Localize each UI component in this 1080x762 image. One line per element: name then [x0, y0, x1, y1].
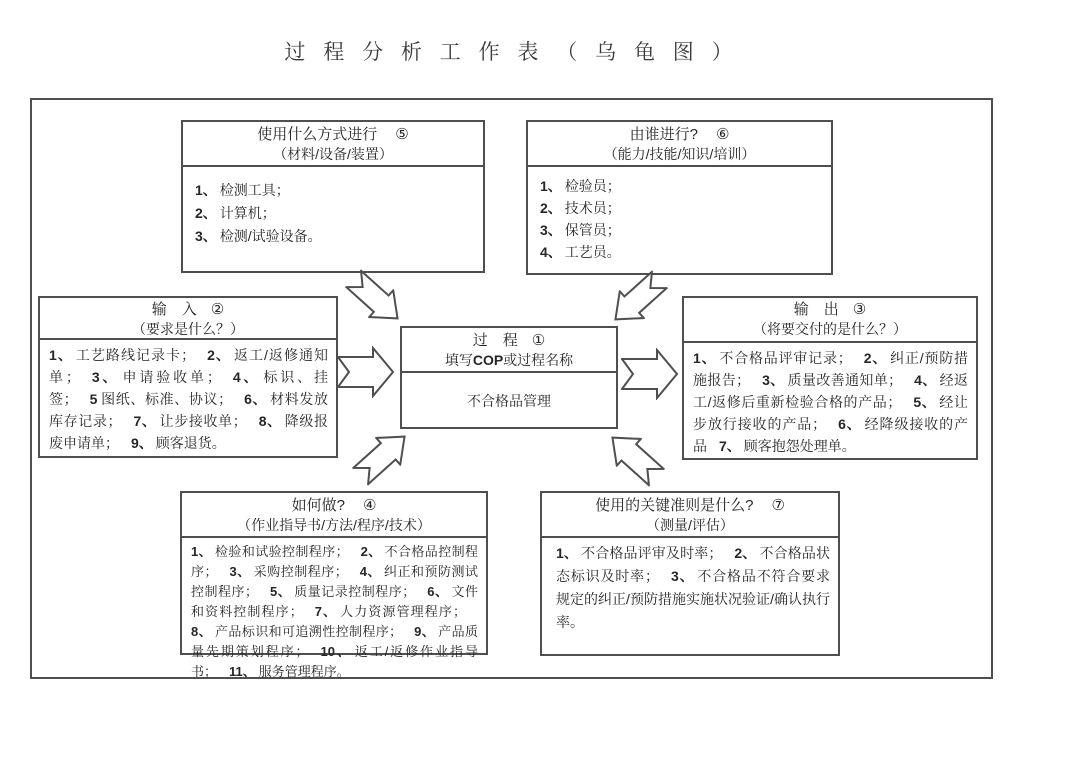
list-item: 4、 工艺员。 [540, 244, 621, 260]
list-item: 10、 返工/返修作业指导书； [191, 644, 478, 679]
list-item: 2、 技术员； [540, 200, 621, 216]
box-who-title: 由谁进行? [629, 126, 698, 143]
list-item: 2、 返工/返修通知单； [49, 347, 329, 385]
list-item: 2、 不合格品状态标识及时率； [556, 545, 831, 584]
list-item: 5、 质量记录控制程序； [270, 584, 416, 599]
arrow-process-to-output [621, 348, 679, 400]
box-who-subtitle: （能力/技能/知识/培训） [603, 146, 756, 162]
box-process-title: 过 程 [472, 332, 518, 349]
box-method-badge: ⑤ [395, 126, 409, 143]
list-item: 4、 标识、挂签； [49, 369, 329, 407]
list-item: 1、 检验和试验控制程序； [191, 544, 349, 559]
box-criteria-list [542, 538, 838, 634]
list-item: 3、 质量改善通知单； [762, 372, 903, 388]
list-item: 3、 保管员； [540, 222, 621, 238]
list-item: 2、 纠正/预防措施报告； [693, 350, 969, 388]
cop-label: COP [472, 352, 504, 368]
box-process [400, 326, 618, 429]
list-item: 7、 顾客抱怨处理单。 [719, 438, 856, 454]
box-who [526, 120, 833, 275]
box-who-list [528, 167, 831, 263]
list-item: 4、 纠正和预防测试控制程序； [191, 564, 478, 599]
box-process-name: 不合格品管理 [467, 393, 551, 409]
list-item: 6、 文件和资料控制程序； [191, 584, 478, 619]
box-method-resources [181, 120, 485, 273]
list-item: 6、 经降级接收的产品 [693, 416, 968, 454]
box-method-header [183, 122, 483, 165]
list-item: 5 图纸、标准、协议； [89, 391, 233, 407]
box-criteria-subtitle: （测量/评估） [646, 517, 734, 533]
box-process-badge: ① [531, 332, 546, 349]
list-item: 2、 不合格品控制程序； [191, 544, 478, 579]
box-process-header [402, 328, 616, 371]
list-item: 1、 检验员； [540, 178, 621, 194]
box-output-title: 输 出 [793, 301, 839, 318]
box-input-list [40, 340, 336, 454]
list-item: 1、 检测工具； [195, 182, 290, 198]
box-method-title: 使用什么方式进行 [257, 126, 378, 143]
list-item: 1、 不合格品评审及时率； [556, 545, 723, 561]
box-criteria-badge: ⑦ [771, 497, 785, 514]
box-input-title: 输 入 [151, 301, 197, 318]
list-item: 3、 申请验收单； [91, 369, 221, 385]
block-arrow-icon [337, 346, 395, 398]
list-item: 7、 人力资源管理程序； [314, 604, 466, 619]
list-item: 3、 不合格品不符合要求规定的纠正/预防措施实施状况验证/确认执行率。 [556, 568, 830, 630]
box-criteria-title: 使用的关键准则是什么? [595, 497, 754, 514]
box-method-subtitle: （材料/设备/装置） [273, 146, 393, 162]
box-input-subtitle: （要求是什么？） [132, 321, 244, 337]
list-item: 11、 服务管理程序。 [229, 664, 350, 679]
box-who-badge: ⑥ [715, 126, 730, 143]
list-item: 7、 让步接收单； [133, 413, 247, 429]
box-how-badge: ④ [362, 497, 377, 514]
box-who-header [528, 122, 831, 165]
list-item: 6、 材料发放库存记录； [49, 391, 329, 429]
box-output-subtitle: （将要交付的是什么？） [753, 321, 907, 337]
arrow-input-to-process [337, 346, 395, 398]
list-item: 9、 产品质量先期策划程序； [191, 624, 478, 659]
page-title: 过 程 分 析 工 作 表 （ 乌 龟 图 ） [284, 41, 739, 64]
list-item: 3、 采购控制程序； [229, 564, 348, 579]
box-how-list [182, 538, 486, 682]
box-how [180, 491, 488, 679]
box-input-badge: ② [210, 301, 225, 318]
box-input-header [40, 298, 336, 338]
box-output-header [684, 298, 976, 341]
list-item: 2、 计算机； [195, 205, 276, 221]
box-output-badge: ③ [852, 301, 867, 318]
box-method-list [183, 167, 483, 248]
list-item: 8、 降级报废申请单； [49, 413, 329, 451]
block-arrow-icon [621, 348, 679, 400]
box-how-subtitle: （作业指导书/方法/程序/技术） [237, 517, 431, 533]
box-criteria-header [542, 493, 838, 536]
box-output [682, 296, 978, 460]
box-output-list [684, 343, 976, 457]
box-criteria [540, 491, 840, 656]
box-process-subtitle: 填写COP或过程名称 [444, 352, 574, 368]
list-item: 1、 工艺路线记录卡； [49, 347, 196, 363]
list-item: 1、 不合格品评审记录； [693, 350, 852, 366]
list-item: 3、 检测/试验设备。 [195, 228, 322, 244]
list-item: 5、 经让步放行接收的产品； [693, 394, 968, 432]
box-input [38, 296, 338, 458]
list-item: 8、 产品标识和可追溯性控制程序； [191, 624, 403, 639]
box-how-header [182, 493, 486, 536]
box-how-title: 如何做? [291, 497, 345, 514]
list-item: 9、 顾客退货。 [131, 435, 226, 451]
list-item: 4、 经返工/返修后重新检验合格的产品； [693, 372, 969, 410]
